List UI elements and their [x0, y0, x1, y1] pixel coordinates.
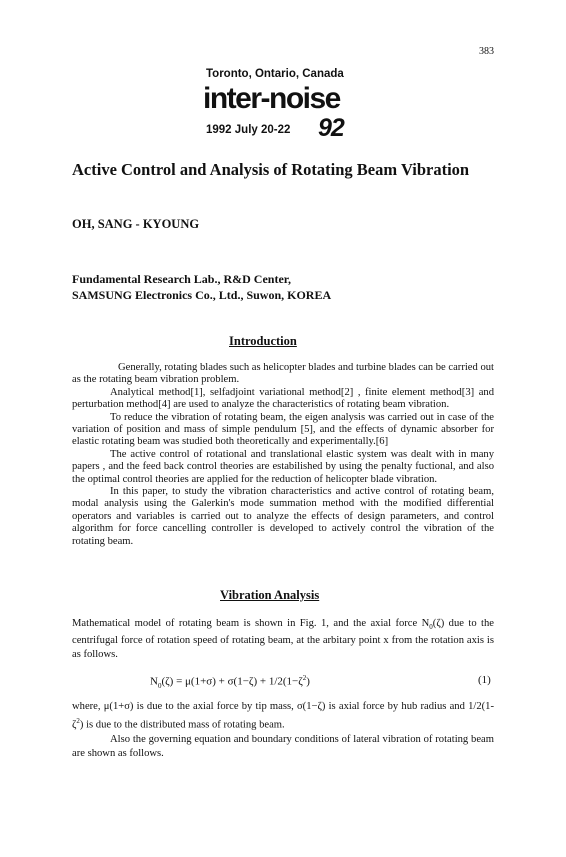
paragraph-text: Mathematical model of rotating beam is shown in Fig. 1, and the axial force N [72, 618, 430, 629]
equation-number: (1) [478, 674, 491, 686]
subscript: 0 [429, 623, 433, 632]
superscript: 2 [302, 674, 307, 682]
paragraph [72, 700, 494, 733]
equation-text: N [150, 675, 158, 688]
paragraph: Generally, rotating blades such as helicopter blades and turbine blades can be carried out as the rotating beam vibration problem. [72, 362, 494, 386]
conference-dates: 1992 July 20-22 [206, 124, 291, 136]
paragraph: Also the governing equation and boundary conditions of lateral vibration of rotating beam are shown as follows. [72, 733, 494, 760]
introduction-heading: Introduction [229, 334, 297, 348]
author-name: OH, SANG - KYOUNG [72, 217, 200, 231]
paragraph-text: (ζ) due to the centrifugal force of rotation speed of rotating beam, at the arbitary point x from the rotation axis is as follows. [72, 618, 494, 661]
paragraph [72, 617, 494, 662]
affiliation-line: SAMSUNG Electronics Co., Ltd., Suwon, KOREA [72, 288, 332, 302]
equation-text: ) [306, 675, 310, 688]
paragraph: The active control of rotational and translational elastic system was dealt with in many papers , and the feed back control theories are estabilished by using the penalty fuctional, and also the optimal control theories are applied for the reduction of helicopter blade vibration. [72, 448, 494, 485]
vibration-analysis-heading: Vibration Analysis [220, 588, 320, 602]
paragraph: To reduce the vibration of rotating beam, the eigen analysis was carried out in case of the variation of position and mass of simple pendulum [5], and the effects of dynamic absorber for elastic rotating beam was studied both theoretically and experimentally.[6] [72, 411, 494, 448]
equation-text: (ζ) = μ(1+σ) + σ(1−ζ) + 1/2(1−ζ [161, 675, 303, 688]
paragraph-text: ) is due to the distributed mass of rotating beam. [79, 719, 285, 731]
author-affiliation [72, 271, 331, 303]
paragraph-text: where, μ(1+σ) is due to the axial force by tip mass, σ(1−ζ) is axial force by hub radius and 1/2(1-ζ [72, 701, 494, 731]
subscript: 0 [157, 681, 162, 690]
paragraph: In this paper, to study the vibration characteristics and active control of rotating beam, modal analysis using the Galerkin's mode summation method with the modified differential operators and variables is carried out to analyze the effects of design parameters, and control algorithm for force cancelling controller is developed to actively control the vibration of the rotating beam. [72, 486, 494, 547]
page-number: 383 [479, 46, 494, 57]
equation [150, 674, 310, 690]
paragraph [72, 700, 494, 761]
affiliation-line: Fundamental Research Lab., R&D Center, [72, 272, 291, 286]
conference-logo: inter-noise [203, 82, 340, 115]
paper-title: Active Control and Analysis of Rotating Beam Vibration [72, 160, 470, 179]
conference-year: 92 [318, 114, 344, 142]
superscript: 2 [76, 717, 80, 726]
paragraph: Analytical method[1], selfadjoint variational method[2] , finite element method[3] and perturbation method[4] are used to analyze the characteristics of rotating beam vibration. [72, 386, 494, 411]
introduction-body [72, 362, 494, 548]
conference-location: Toronto, Ontario, Canada [206, 68, 344, 80]
